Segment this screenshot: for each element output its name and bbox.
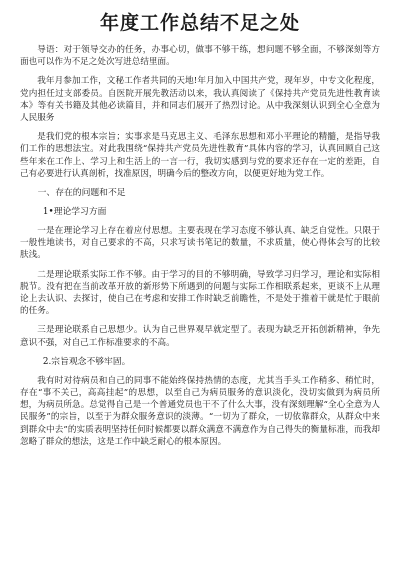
paragraph-2: 是我们党的根本宗旨；实事求是马克思主义、毛泽东思想和邓小平理论的精髓，是指导我们工作的思想法宝。对此我围绕“保持共产党员先进性教育”具体内容的学习，认真回顾自己这些年来在工作上、学习上和生活上的一言一行，我切实感到与党的要求还存在一定的差距，自己有必要进行认真剖析，找准原因，明确今后的整改方向，以便更好地为党工作。 — [20, 132, 380, 179]
section-heading-problems: 一、存在的问题和不足 — [37, 188, 126, 199]
document-title: 年度工作总结不足之处 — [99, 12, 300, 34]
paragraph-3: 一是在理论学习上存在着应付思想。主要表现在学习态度不够认真、缺乏自觉性。只限于一般性地读书，对自己要求的不高，只求写读书笔记的数量，不求质量，使心得体会写的比较肤浅。 — [20, 226, 380, 261]
paragraph-1: 我年月参加工作，文秘工作者共同的天地!年月加入中国共产党，现年岁，中专文化程度，党内担任过支部委员。自医院开展先教活动以来，我认真阅读了《保持共产党员先进性教育读本》等有关书籍及其他必读篇目，并和同志们展开了热烈讨论。从中我深刻认识到全心全意为人民服务 — [20, 76, 380, 124]
intro-paragraph: 导语：对于领导交办的任务，办事心切，做事不够干练，想问题不够全面，不够深刻等方面也可以作为不足之处次写进总结里面。 — [20, 45, 380, 68]
subheading-theory-study: 1•理论学习方面 — [42, 207, 107, 218]
subheading-purpose-concept: 2.宗旨观念不够牢固。 — [42, 356, 131, 367]
paragraph-6: 我有时对待病员和自己的同事不能始终保持热情的态度，尤其当手头工作稍多、稍忙时，存在“事不关己，高高挂起”的思想，以至自己为病员服务的意识淡化，没切实做到为病员所想，为病员所急。总觉得自己是一个普通党员也干不了什么大事，没有深刻理解“全心全意为人民服务”的宗旨，以至于为群众服务意识的淡薄。“一切为了群众，一切依靠群众，从群众中来到群众中去”的实质表明坚持任何时候都要以群众满意不满意作为自己得失的衡量标准，而我却忽略了群众的想法，这是工作中缺乏耐心的根本原因。 — [20, 375, 380, 447]
paragraph-5: 三是理论联系自己思想少。认为自己世界观早就定型了。表现为缺乏开拓创新精神，争先意识不强，对自己工作标准要求的不高。 — [20, 325, 380, 348]
paragraph-4: 二是理论联系实际工作不够。由于学习的目的不够明确，导致学习归学习，理论和实际相脱节。没有把在当前改革开放的新形势下所遇到的问题与实际工作相联系起来，更谈不上从理论上去认识、去探讨，使自己在考虑和安排工作时缺乏前瞻性，不是处于推着干就是忙于眼前的任务。 — [20, 269, 380, 317]
